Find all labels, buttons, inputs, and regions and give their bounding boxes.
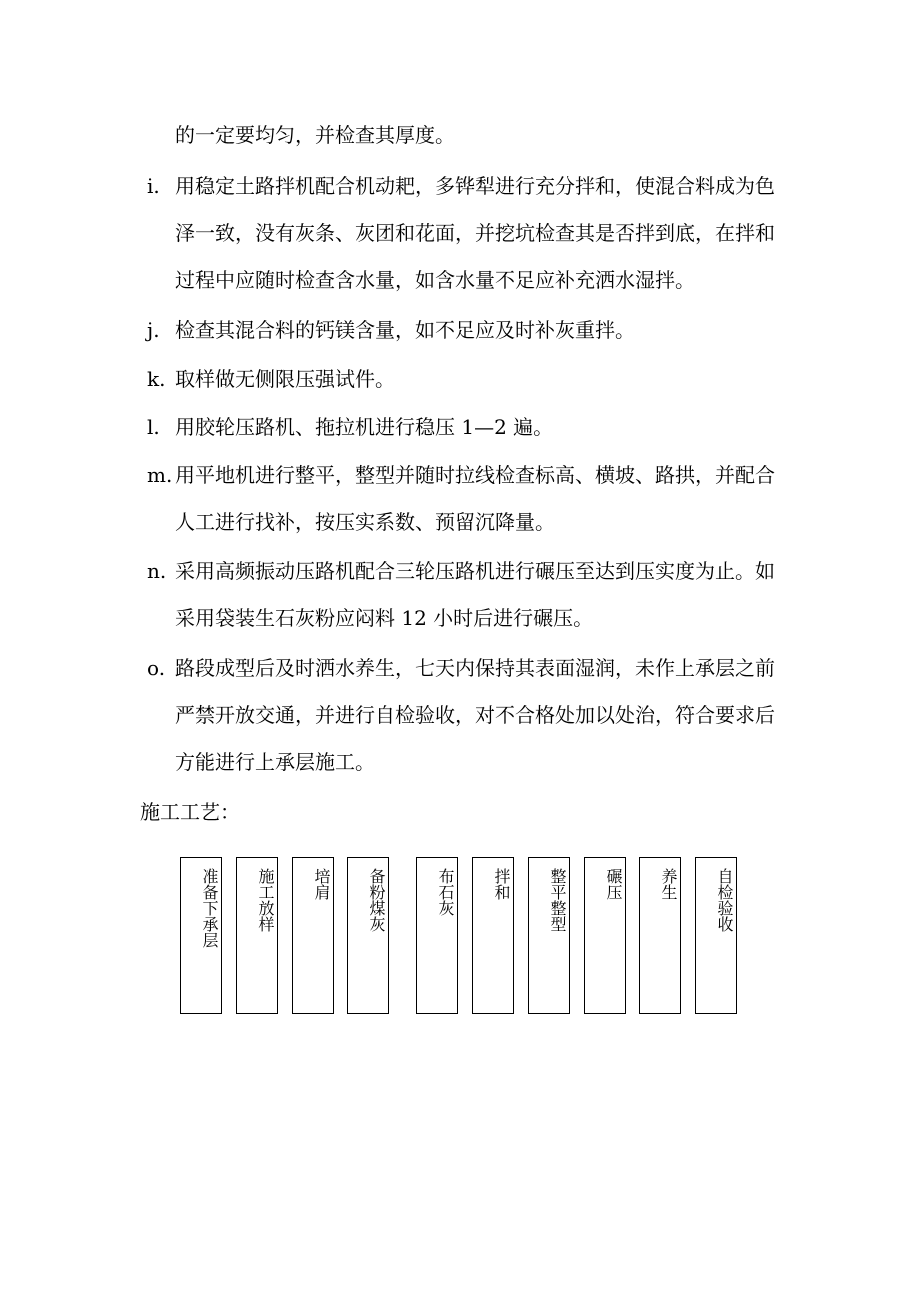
flow-step-label: 布石灰: [436, 868, 455, 916]
item-j-marker: j.: [147, 318, 160, 342]
flow-step-label: 自检验收: [715, 868, 734, 932]
flow-step-label: 准备下承层: [200, 868, 219, 948]
process-heading: 施工工艺：: [140, 800, 240, 824]
flow-step-label: 拌和: [492, 868, 511, 900]
item-o-line-3: 方能进行上承层施工。: [175, 750, 375, 774]
flow-step-box: [180, 857, 222, 1014]
flow-step-box: [236, 857, 278, 1014]
flow-step-label: 施工放样: [256, 868, 275, 932]
item-o-line-1: 路段成型后及时洒水养生，七天内保持其表面湿润，未作上承层之前: [175, 656, 775, 680]
item-o-line-2: 严禁开放交通，并进行自检验收，对不合格处加以处治，符合要求后: [175, 703, 775, 727]
flow-step-box: [695, 857, 737, 1014]
item-o-marker: o.: [147, 656, 166, 680]
flow-step-label: 培肩: [312, 868, 331, 900]
item-n-line-2: 采用袋装生石灰粉应闷料 12 小时后进行碾压。: [175, 606, 594, 630]
item-k-line-1: 取样做无侧限压强试件。: [175, 367, 395, 391]
flow-step-box: [584, 857, 626, 1014]
flow-step-box: [528, 857, 570, 1014]
flow-step-box: [416, 857, 458, 1014]
item-n-marker: n.: [147, 559, 167, 583]
continuation-line: 的一定要均匀，并检查其厚度。: [175, 123, 455, 147]
flow-step-label: 备粉煤灰: [367, 868, 386, 932]
item-i-line-2: 泽一致，没有灰条、灰团和花面，并挖坑检查其是否拌到底，在拌和: [175, 221, 775, 245]
flow-step-box: [292, 857, 334, 1014]
flow-step-label: 碾压: [604, 868, 623, 900]
item-n-line-1: 采用高频振动压路机配合三轮压路机进行碾压至达到压实度为止。如: [175, 559, 775, 583]
item-m-marker: m.: [147, 463, 173, 487]
flow-step-label: 养生: [659, 868, 678, 900]
item-i-marker: i.: [147, 174, 160, 198]
item-i-line-3: 过程中应随时检查含水量，如含水量不足应补充洒水湿拌。: [175, 268, 695, 292]
item-l-marker: l.: [147, 415, 160, 439]
item-k-marker: k.: [147, 367, 166, 391]
flow-step-box: [347, 857, 389, 1014]
item-m-line-1: 用平地机进行整平，整型并随时拉线检查标高、横坡、路拱，并配合: [175, 463, 775, 487]
item-j-line-1: 检查其混合料的钙镁含量，如不足应及时补灰重拌。: [175, 318, 635, 342]
flow-step-box: [472, 857, 514, 1014]
item-i-line-1: 用稳定土路拌机配合机动耙，多铧犁进行充分拌和，使混合料成为色: [175, 174, 775, 198]
item-m-line-2: 人工进行找补，按压实系数、预留沉降量。: [175, 510, 555, 534]
flow-step-box: [639, 857, 681, 1014]
item-l-line-1: 用胶轮压路机、拖拉机进行稳压 1—2 遍。: [175, 415, 554, 439]
flow-step-label: 整平整型: [548, 868, 567, 932]
